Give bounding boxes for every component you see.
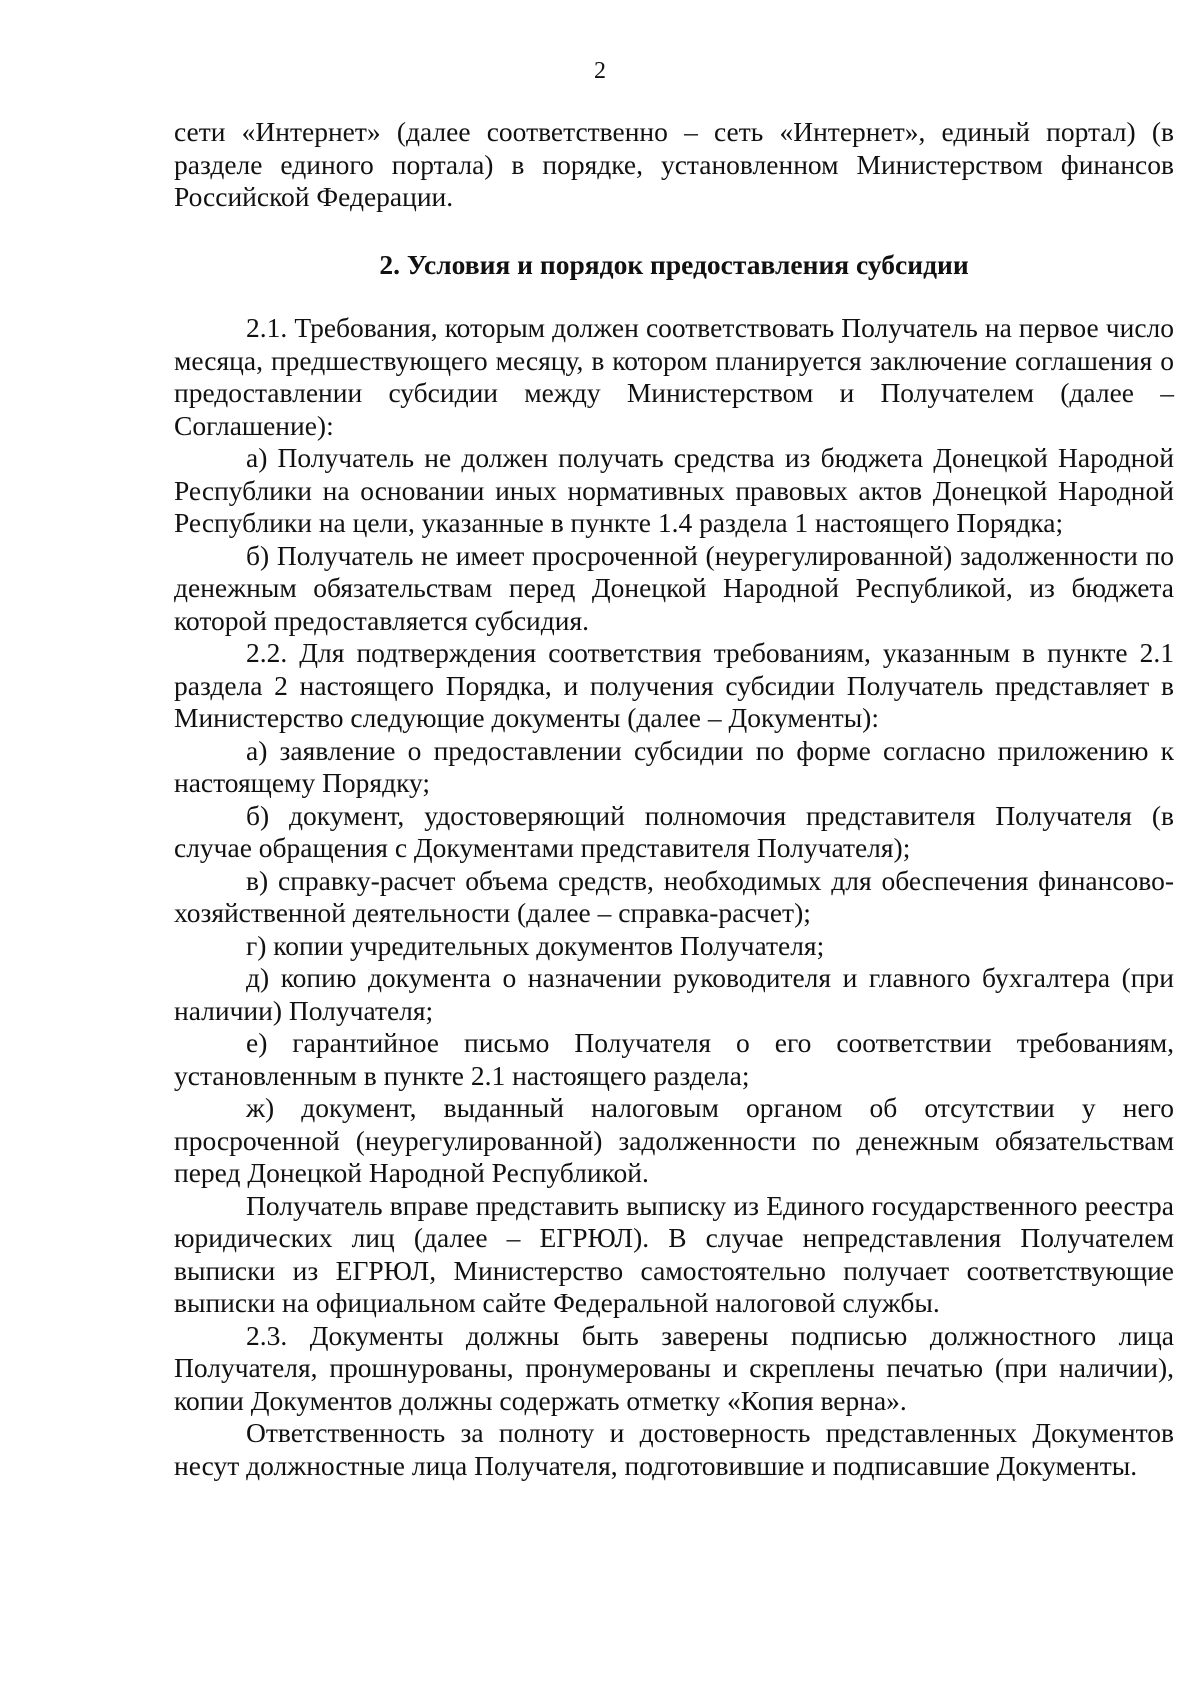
- responsibility-paragraph: Ответственность за полноту и достоверность представленных Документов несут должностные лица Получателя, подготовившие и подписавшие Документы.: [174, 1417, 1174, 1481]
- document-body: [174, 116, 1174, 1482]
- section-heading: 2. Условия и порядок предоставления субсидии: [379, 248, 969, 280]
- paragraph-2-2: 2.2. Для подтверждения соответствия требованиям, указанным в пункте 2.1 раздела 2 настоящего Порядка, и получения субсидии Получатель представляет в Министерство следующие документы (далее – Документы):: [174, 637, 1174, 733]
- intro-paragraph: сети «Интернет» (далее соответственно – сеть «Интернет», единый портал) (в разделе единого портала) в порядке, установленном Министерством финансов Российской Федерации.: [174, 116, 1174, 212]
- document-item-v: в) справку-расчет объема средств, необходимых для обеспечения финансово-хозяйственной деятельности (далее – справка-расчет);: [174, 864, 1174, 928]
- list-item-b: б) Получатель не имеет просроченной (неурегулированной) задолженности по денежным обязательствам перед Донецкой Народной Республикой, из бюджета которой предоставляется субсидия.: [174, 539, 1174, 636]
- document-item-a: а) заявление о предоставлении субсидии по форме согласно приложению к настоящему Порядку;: [174, 734, 1174, 798]
- document-item-g: г) копии учредительных документов Получателя;: [246, 929, 825, 961]
- document-item-zh: ж) документ, выданный налоговым органом об отсутствии у него просроченной (неурегулированной) задолженности по денежным обязательствам перед Донецкой Народной Республикой.: [174, 1092, 1174, 1188]
- egrul-paragraph: Получатель вправе представить выписку из Единого государственного реестра юридических лиц (далее – ЕГРЮЛ). В случае непредставления Получателем выписки из ЕГРЮЛ, Министерство самостоятельно получает соответствующие выписки на официальном сайте Федеральной налоговой службы.: [174, 1189, 1174, 1318]
- document-item-d: д) копию документа о назначении руководителя и главного бухгалтера (при наличии) Получателя;: [174, 962, 1174, 1026]
- paragraph-2-3: 2.3. Документы должны быть заверены подписью должностного лица Получателя, прошнурованы, пронумерованы и скреплены печатью (при наличии), копии Документов должны содержать отметку «Копия верна».: [174, 1319, 1174, 1416]
- document-item-b: б) документ, удостоверяющий полномочия представителя Получателя (в случае обращения с Документами представителя Получателя);: [174, 799, 1174, 863]
- document-item-e: е) гарантийное письмо Получателя о его соответствии требованиям, установленным в пункте 2.1 настоящего раздела;: [174, 1027, 1174, 1091]
- list-item-a: а) Получатель не должен получать средства из бюджета Донецкой Народной Республики на основании иных нормативных правовых актов Донецкой Народной Республики на цели, указанные в пункте 1.4 раздела 1 настоящего Порядка;: [174, 442, 1174, 538]
- paragraph-2-1: 2.1. Требования, которым должен соответствовать Получатель на первое число месяца, предшествующего месяцу, в котором планируется заключение соглашения о предоставлении субсидии между Министерством и Получателем (далее – Соглашение):: [174, 312, 1174, 441]
- page-number: 2: [594, 58, 606, 84]
